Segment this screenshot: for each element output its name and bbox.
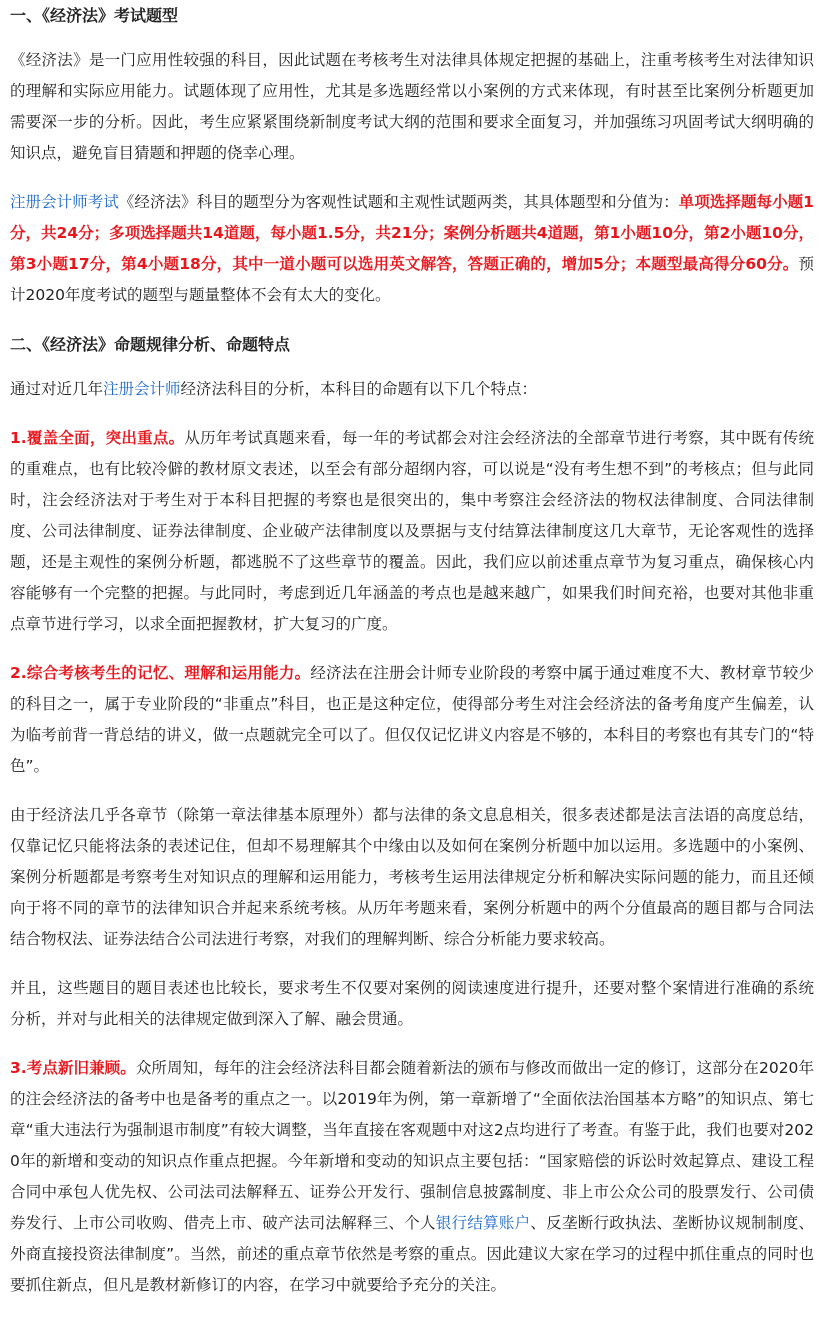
section1-paragraph-question-types xyxy=(10,187,814,311)
intro-text-a: 通过对近几年 xyxy=(10,380,104,398)
score-breakdown-text: 单项选择题每小题1分，共24分；多项选择题共14道题，每小题1.5分，共21分；案例分析题共4道题，第1小题10分，第2小题10分，第3小题17分，第4小题18分，其中一道小题可以选用英文解答，答题正确的，增加5分；本题型最高得分60分。 xyxy=(10,193,814,273)
point1-body: 从历年考试真题来看，每一年的考试都会对注会经济法的全部章节进行考察，其中既有传统的重难点，也有比较冷僻的教材原文表述，以至会有部分超纲内容，可以说是“没有考生想不到”的考核点；但与此同时，注会经济法对于考生对于本科目把握的考察也是很突出的，集中考察注会经济法的物权法律制度、合同法律制度、公司法律制度、证券法律制度、企业破产法律制度以及票据与支付结算法律制度这几大章节，无论客观性的选择题，还是主观性的案例分析题，都逃脱不了这些章节的覆盖。因此，我们应以前述重点章节为复习重点，确保核心内容能够有一个完整的把握。与此同时，考虑到近几年涵盖的考点也是越来越广，如果我们时间充裕，也要对其他非重点章节进行学习，以求全面把握教材，扩大复习的广度。 xyxy=(10,429,814,633)
reading-paragraph: 并且，这些题目的题目表述也比较长，要求考生不仅要对案例的阅读速度进行提升，还要对整个案情进行准确的系统分析，并对与此相关的法律规定做到深入了解、融会贯通。 xyxy=(10,979,814,1028)
point3-title: 3.考点新旧兼顾。 xyxy=(10,1059,136,1077)
point3-body-a: 众所周知，每年的注会经济法科目都会随着新法的颁布与修改而做出一定的修订，这部分在2020年的注会经济法的备考中也是备考的重点之一。以2019年为例，第一章新增了“全面依法治国基本方略”的知识点、第七章“重大违法行为强制退市制度”有较大调整，当年直接在客观题中对这2点均进行了考查。有鉴于此，我们也要对2020年的新增和变动的知识点作重点把握。今年新增和变动的知识点主要包括：“国家赔偿的诉讼时效起算点、建设工程合同中承包人优先权、公司法司法解释五、证券公开发行、强制信息披露制度、非上市公众公司的股票发行、公司债券发行、上市公司收购、借壳上市、破产法司法解释三、个人 xyxy=(10,1059,814,1232)
cpa-link[interactable]: 注册会计师 xyxy=(103,380,181,398)
section2-intro xyxy=(10,374,814,405)
point2-body: 经济法在注册会计师专业阶段的考察中属于通过难度不大、教材章节较少的科目之一，属于专业阶段的“非重点”科目，也正是这种定位，使得部分考生对注会经济法的备考角度产生偏差，认为临考前背一背总结的讲义，做一点题就完全可以了。但仅仅记忆讲义内容是不够的，本科目的考察也有其专门的“特色”。 xyxy=(10,664,814,775)
intro-text-b: 经济法科目的分析，本科目的命题有以下几个特点： xyxy=(180,380,538,398)
section1-heading: 一、《经济法》考试题型 xyxy=(10,6,179,25)
point1-title: 1.覆盖全面，突出重点。 xyxy=(10,429,185,447)
point2-paragraph xyxy=(10,658,814,782)
memory-paragraph: 由于经济法几乎各章节（除第一章法律基本原理外）都与法律的条文息息相关，很多表述都是法言法语的高度总结，仅靠记忆只能将法条的表述记住，但却不易理解其个中缘由以及如何在案例分析题中加以运用。多选题中的小案例、案例分析题都是考察考生对知识点的理解和运用能力，考核考生运用法律规定分析和解决实际问题的能力，而且还倾向于将不同的章节的法律知识合并起来系统考核。从历年考题来看，案例分析题中的两个分值最高的题目都与合同法结合物权法、证券法结合公司法进行考察，对我们的理解判断、综合分析能力要求较高。 xyxy=(10,806,814,948)
point2-title: 2.综合考核考生的记忆、理解和运用能力。 xyxy=(10,664,311,682)
section2-heading: 二、《经济法》命题规律分析、命题特点 xyxy=(10,335,291,354)
question-types-text: 《经济法》科目的题型分为客观性试题和主观性试题两类，其具体题型和分值为： xyxy=(118,193,679,211)
bank-account-link[interactable]: 银行结算账户 xyxy=(435,1214,531,1232)
point3-body-b: 、反垄断行政执法、垄断协议规制制度、外商直接投资法律制度”。当然，前述的重点章节依然是考察的重点。因此建议大家在学习的过程中抓住重点的同时也要抓住新点，但凡是教材新修订的内容，在学习中就要给予充分的关注。 xyxy=(10,1214,814,1294)
point3-paragraph xyxy=(10,1053,814,1301)
forecast-text: 预计2020年度考试的题型与题量整体不会有太大的变化。 xyxy=(10,255,814,304)
section1-paragraph-intro: 《经济法》是一门应用性较强的科目，因此试题在考核考生对法律具体规定把握的基础上，注重考核考生对法律知识的理解和实际应用能力。试题体现了应用性，尤其是多选题经常以小案例的方式来体现，有时甚至比案例分析题更加需要深一步的分析。因此，考生应紧紧围绕新制度考试大纲的范围和要求全面复习，并加强练习巩固考试大纲明确的知识点，避免盲目猜题和押题的侥幸心理。 xyxy=(10,51,814,162)
point1-paragraph xyxy=(10,423,814,640)
cpa-exam-link[interactable]: 注册会计师考试 xyxy=(10,193,119,211)
